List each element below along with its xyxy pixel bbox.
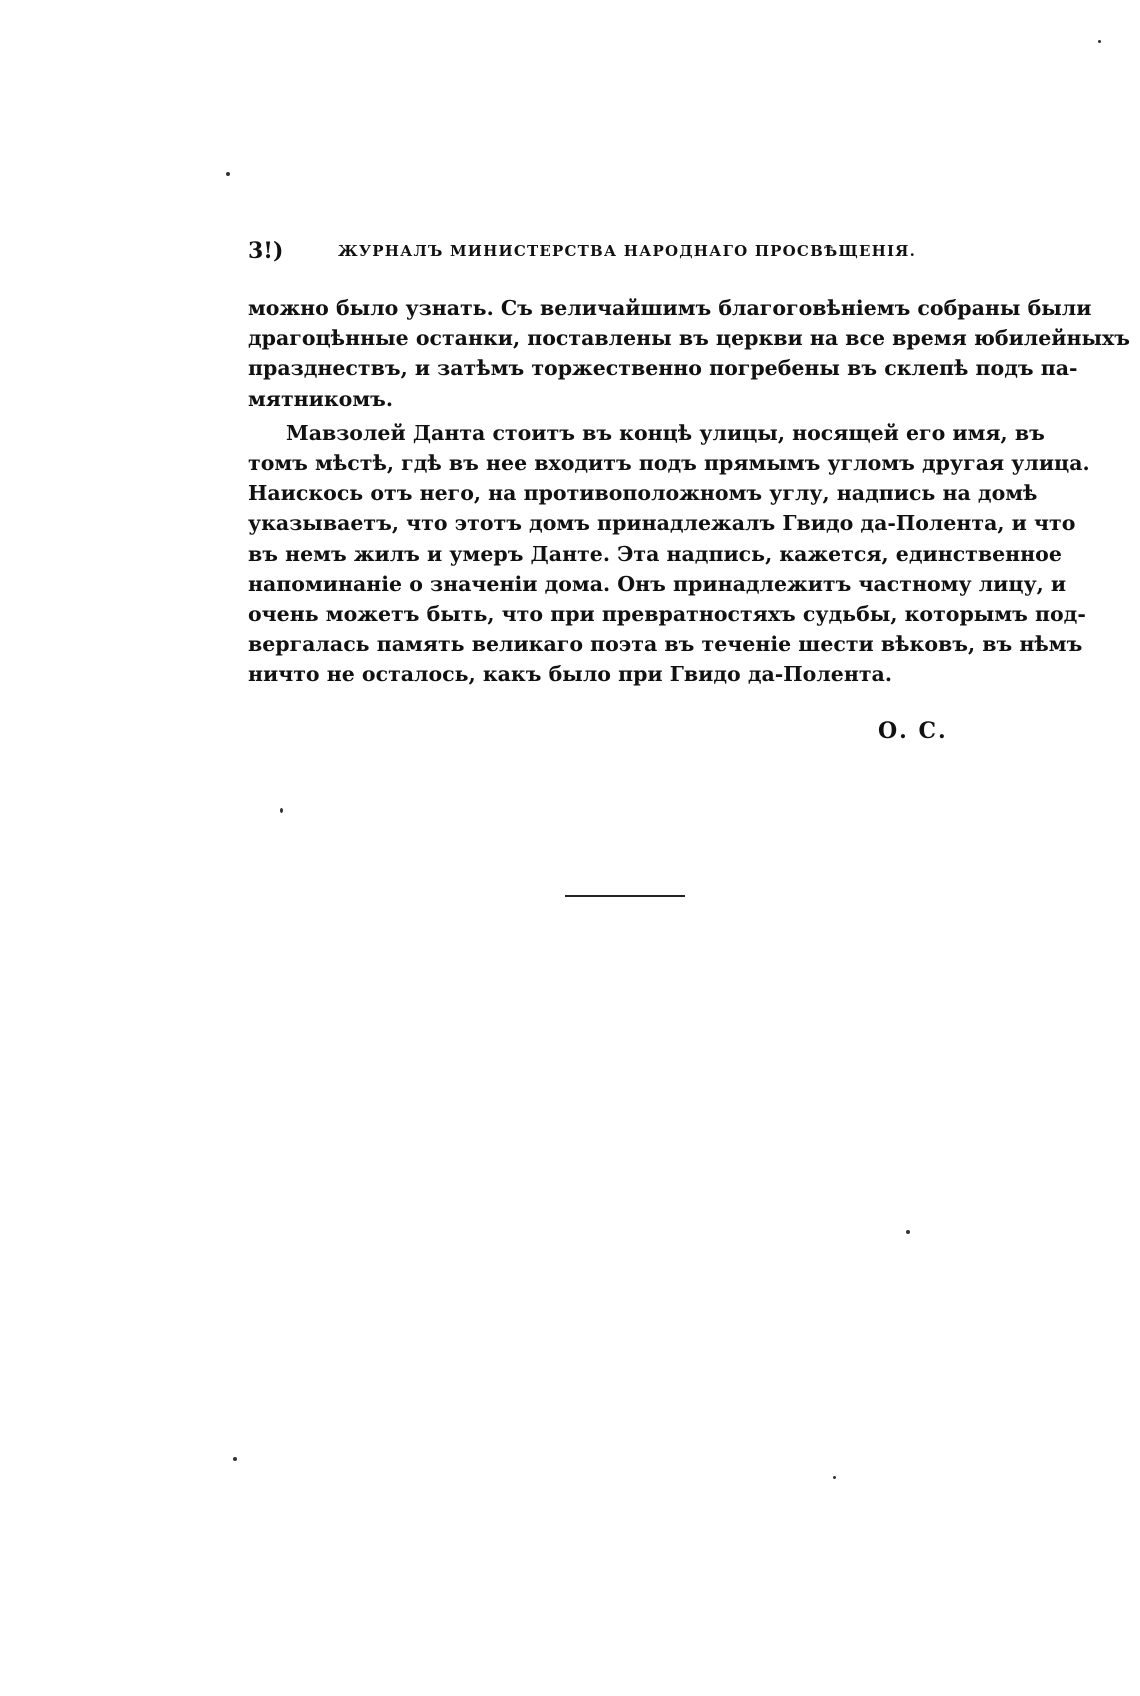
text-line: напоминаніе о значеніи дома. Онъ принадлежитъ частному лицу, и xyxy=(248,571,1067,596)
section-divider xyxy=(565,895,685,897)
paragraph-2 xyxy=(248,418,1090,690)
text-line: въ немъ жилъ и умеръ Данте. Эта надпись, кажется, единственное xyxy=(248,541,1062,566)
text-line: можно было узнать. Съ величайшимъ благоговѣніемъ собраны были xyxy=(248,296,1092,320)
scan-speck xyxy=(280,808,283,813)
scan-speck xyxy=(226,172,230,176)
text-line: празднествъ, и затѣмъ торжественно погребены въ склепѣ подъ па- xyxy=(248,356,1078,381)
text-line: ничто не осталось, какъ было при Гвидо да-Полента. xyxy=(248,662,892,687)
signature: О. С. xyxy=(878,718,948,744)
text-line: Наискось отъ него, на противоположномъ углу, надпись на домѣ xyxy=(248,481,1038,506)
body-text xyxy=(248,293,1130,689)
text-line: указываетъ, что этотъ домъ принадлежалъ Гвидо да-Полента, и что xyxy=(248,511,1076,536)
page-header xyxy=(248,238,917,268)
scan-speck xyxy=(1098,40,1101,43)
paragraph-1 xyxy=(248,293,1130,414)
page-number: 3!) xyxy=(248,238,284,264)
text-line: Мавзолей Данта стоитъ въ концѣ улицы, носящей его имя, въ xyxy=(286,420,1045,445)
text-line: драгоцѣнные останки, поставлены въ церкви на все время юбилейныхъ xyxy=(248,326,1130,351)
text-line: мятникомъ. xyxy=(248,386,394,411)
text-line: томъ мѣстѣ, гдѣ въ нее входитъ подъ прямымъ угломъ другая улица. xyxy=(248,450,1090,475)
scan-speck xyxy=(833,1476,836,1479)
text-line: вергалась память великаго поэта въ теченіе шести вѣковъ, въ нѣмъ xyxy=(248,632,1083,657)
text-line: очень можетъ быть, что при превратностяхъ судьбы, которымъ под- xyxy=(248,601,1086,626)
running-title: ЖУРНАЛЪ МИНИСТЕРСТВА НАРОДНАГО ПРОСВѢЩЕНІЯ. xyxy=(338,242,917,260)
scan-speck xyxy=(233,1457,237,1461)
scan-speck xyxy=(906,1230,910,1234)
